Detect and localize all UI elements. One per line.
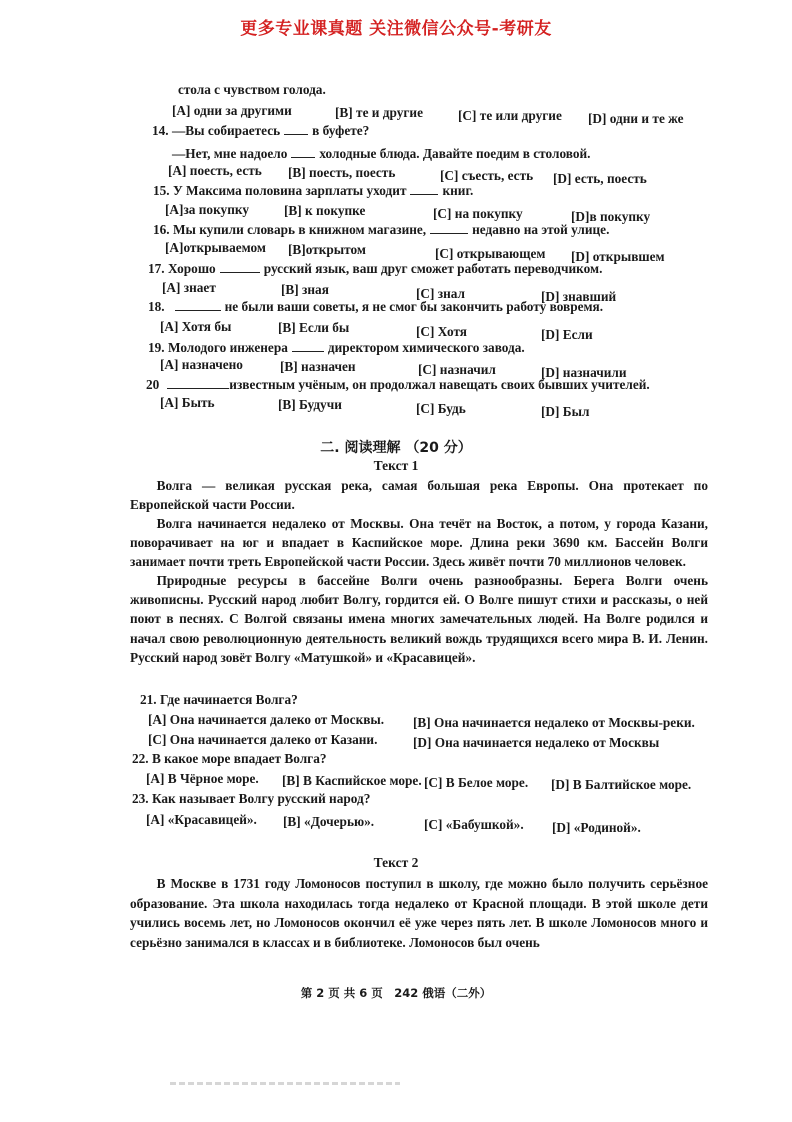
q16-option-d: [D] открывшем xyxy=(571,249,665,264)
q18-option-c: [C] Хотя xyxy=(416,324,467,339)
q22-option-d: [D] В Балтийское море. xyxy=(551,777,692,792)
q21-option-d: [D] Она начинается недалеко от Москвы xyxy=(413,735,660,750)
q21-option-a: [A] Она начинается далеко от Москвы. xyxy=(148,712,385,727)
q16-post: недавно на этой улице. xyxy=(472,222,610,237)
answer-blank xyxy=(175,300,221,311)
q16-option-c: [C] открывающем xyxy=(435,246,546,261)
scan-artifact xyxy=(170,1082,400,1085)
q14-option-d: [D] есть, поесть xyxy=(553,171,647,186)
q17-option-a: [A] знает xyxy=(162,280,216,295)
q19-post: директором химического завода. xyxy=(327,340,525,355)
q13-option-c: [C] те или другие xyxy=(458,108,562,123)
question-14-line1 xyxy=(152,123,369,139)
question-16 xyxy=(153,222,609,238)
q13-option-a: [A] одни за другими xyxy=(172,103,292,118)
q19-pre: 19. Молодого инженера xyxy=(148,340,288,355)
answer-blank xyxy=(291,147,315,158)
q17-option-d: [D] знавший xyxy=(541,289,617,304)
q20-pre: 20 xyxy=(146,377,160,392)
q14-pre2: —Нет, мне надоело xyxy=(172,146,288,161)
q20-option-d: [D] Был xyxy=(541,404,590,419)
q23-option-a: [A] «Красавицей». xyxy=(146,812,257,827)
q23-option-c: [C] «Бабушкой». xyxy=(424,817,524,832)
question-20 xyxy=(146,377,650,393)
q19-option-b: [B] назначен xyxy=(280,359,356,374)
q14-option-b: [B] поесть, поесть xyxy=(288,165,396,180)
q20-option-c: [C] Будь xyxy=(416,401,466,416)
q18-pre: 18. xyxy=(148,299,165,314)
q16-pre: 16. Мы купили словарь в книжном магазине, xyxy=(153,222,427,237)
q14-post2: холодные блюда. Давайте поедим в столовой. xyxy=(319,146,591,161)
page-footer: 第 2 页 共 6 页 242 俄语（二外） xyxy=(300,986,492,1000)
q14-post: в буфете? xyxy=(312,123,370,138)
q18-option-d: [D] Если xyxy=(541,327,593,342)
q23-option-d: [D] «Родиной». xyxy=(552,820,641,835)
q18-option-b: [B] Если бы xyxy=(278,320,350,335)
q16-option-b: [B]открытом xyxy=(288,242,366,257)
answer-blank xyxy=(410,184,438,195)
answer-blank xyxy=(430,223,468,234)
question-22: 22. В какое море впадает Волга? xyxy=(132,751,327,766)
question-19 xyxy=(148,340,525,356)
q20-post: известным учёным, он продолжал навещать своих бывших учителей. xyxy=(229,377,650,392)
promo-banner: 更多专业课真题 关注微信公众号-考研友 xyxy=(240,19,552,39)
q14-pre: 14. —Вы собираетесь xyxy=(152,123,281,138)
q15-option-b: [B] к покупке xyxy=(284,203,366,218)
q15-option-d: [D]в покупку xyxy=(571,209,651,224)
q13-option-d: [D] одни и те же xyxy=(588,111,684,126)
q20-option-b: [B] Будучи xyxy=(278,397,342,412)
question-13-tail: стола с чувством голода. xyxy=(178,82,326,97)
q15-post: книг. xyxy=(442,183,474,198)
q18-post: не были ваши советы, я не смог бы закончить работу вовремя. xyxy=(224,299,604,314)
text2-paragraph: В Москве в 1731 году Ломоносов поступил в школу, где можно было получить серьёзное образование. Эта школа находилась тогда недалеко от Красной площади. В этой школе дети учились восемь лет, но Ломоносов окончил её уже через пять лет. В школе Ломоносов много и серьёзно занимался в классах и в библиотеке. Ломоносов был очень xyxy=(130,876,708,950)
text1-paragraph-1: Волга — великая русская река, самая большая река Европы. Она протекает по Европейской части России. xyxy=(130,478,708,513)
q14-option-c: [C] съесть, есть xyxy=(440,168,534,183)
q21-option-c: [C] Она начинается далеко от Казани. xyxy=(148,732,378,747)
q16-option-a: [A]открываемом xyxy=(165,240,266,255)
question-17 xyxy=(148,261,602,277)
q23-option-b: [B] «Дочерью». xyxy=(283,814,375,829)
q20-option-a: [A] Быть xyxy=(160,395,215,410)
q19-option-a: [A] назначено xyxy=(160,357,243,372)
q17-post: русский язык, ваш друг сможет работать переводчиком. xyxy=(263,261,603,276)
question-23: 23. Как называет Волгу русский народ? xyxy=(132,791,371,806)
q15-option-a: [A]за покупку xyxy=(165,202,249,217)
q17-option-c: [C] знал xyxy=(416,286,466,301)
q14-option-a: [A] поесть, есть xyxy=(168,163,262,178)
q15-option-c: [C] на покупку xyxy=(433,206,523,221)
text2-title: Текст 2 xyxy=(373,855,419,870)
q19-option-d: [D] назначили xyxy=(541,365,627,380)
question-21: 21. Где начинается Волга? xyxy=(140,692,298,707)
text1-paragraph-3: Природные ресурсы в бассейне Волги очень разнообразны. Берега Волги очень живописны. Русский народ любит Волгу, гордится ей. О Волге пишут стихи и рассказы, о ней поют в песнях. С Волгой связаны имена многих замечательных людей. На Волге родился и начал свою революционную деятельность великий вождь трудящихся всего мира В. И. Ленин. Русский народ зовёт Волгу «Матушкой» и «Красавицей». xyxy=(130,573,708,665)
q22-option-a: [A] В Чёрное море. xyxy=(146,771,259,786)
question-18 xyxy=(148,299,603,315)
q19-option-c: [C] назначил xyxy=(418,362,496,377)
q17-pre: 17. Хорошо xyxy=(148,261,216,276)
q21-option-b: [B] Она начинается недалеко от Москвы-реки. xyxy=(413,715,695,730)
question-15 xyxy=(153,183,473,199)
text1-title: Текст 1 xyxy=(373,458,419,473)
answer-blank xyxy=(292,341,324,352)
q22-option-c: [C] В Белое море. xyxy=(424,775,529,790)
text1-paragraph-2: Волга начинается недалеко от Москвы. Она течёт на Восток, а потом, у города Казани, поворачивает на юг и впадает в Каспийское море. Длина реки 3690 км. Бассейн Волги занимает почти треть Европейской части России. Здесь живёт почти 70 миллионов человек. xyxy=(130,516,708,570)
q13-option-b: [B] те и другие xyxy=(335,105,423,120)
answer-blank xyxy=(220,262,260,273)
answer-blank xyxy=(167,378,229,389)
q15-pre: 15. У Максима половина зарплаты уходит xyxy=(153,183,407,198)
section-title: 二. 阅读理解 （20 分） xyxy=(320,440,472,456)
q18-option-a: [A] Хотя бы xyxy=(160,319,232,334)
answer-blank xyxy=(284,124,308,135)
q17-option-b: [B] зная xyxy=(281,282,329,297)
question-14-line2 xyxy=(172,146,591,162)
q22-option-b: [B] В Каспийское море. xyxy=(282,773,422,788)
